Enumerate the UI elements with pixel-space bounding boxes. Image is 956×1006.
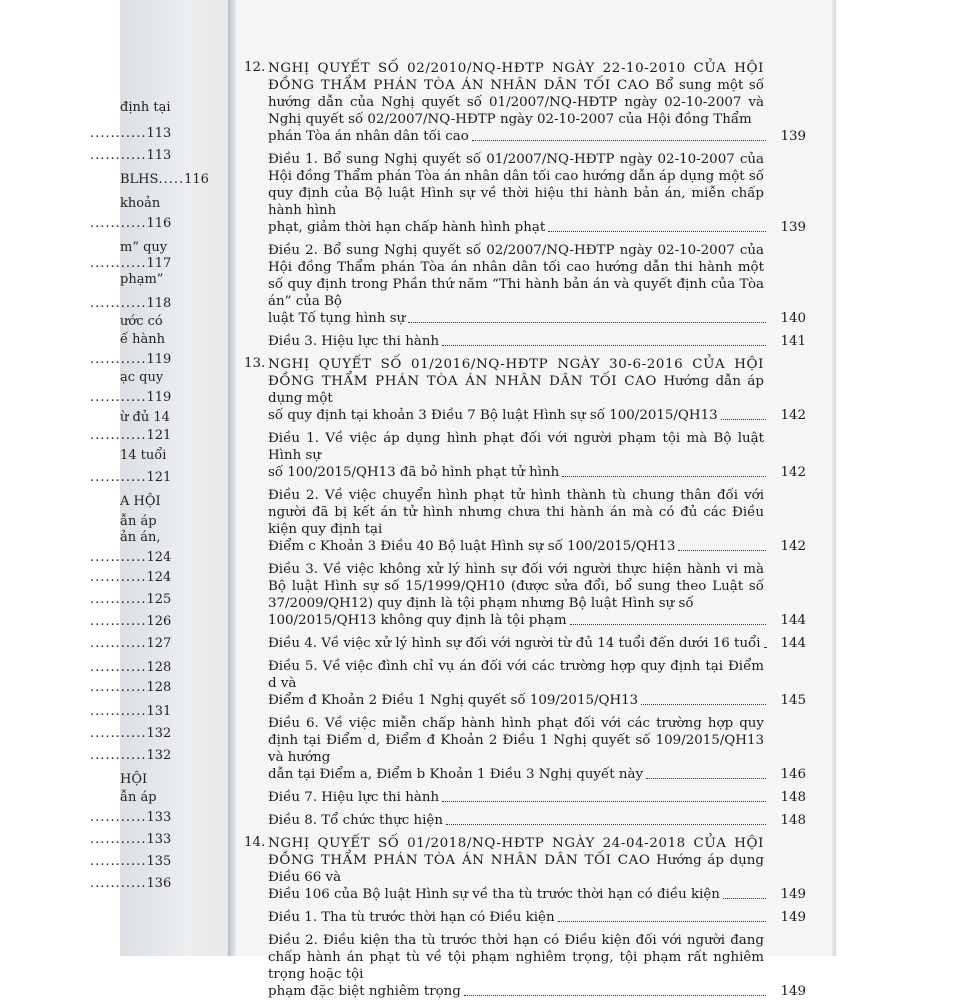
left-page-line (90, 704, 171, 720)
toc-article (268, 715, 806, 783)
left-page-number: 126 (146, 614, 172, 629)
dot-leader (446, 823, 766, 825)
dot-leader: ........... (90, 148, 147, 163)
article-line: Điều 2. Về việc chuyển hình phạt tử hình thành tù chung thân đối với người đã bị kết án tử hình nhưng chưa thi hành án mà có đủ các Điều kiện quy định tại (268, 488, 764, 537)
left-page-number: 133 (146, 832, 172, 847)
article-leader-line (268, 464, 806, 481)
left-page-line (90, 148, 171, 164)
left-page-line-text: ẫn áp (120, 790, 157, 805)
left-page-line (90, 390, 171, 406)
dot-leader (723, 897, 766, 899)
entry-last-line: phạt, giảm thời hạn chấp hành hình phạt (268, 220, 546, 235)
left-page-number: 132 (146, 748, 172, 763)
left-page-line (90, 832, 171, 848)
page-number: 140 (780, 311, 806, 326)
left-page-number: 113 (146, 148, 172, 163)
left-page-number: 121 (146, 470, 172, 485)
toc-entry (244, 356, 806, 424)
article-text (268, 487, 764, 538)
entry-heading (268, 60, 764, 128)
dot-leader: ........... (90, 748, 147, 763)
dot-leader: ........... (90, 256, 147, 271)
dot-leader: ........... (90, 470, 147, 485)
article-leader-line (268, 766, 806, 783)
left-page-line-text: định tại (120, 100, 171, 115)
left-page-line-text: ước có (120, 314, 163, 329)
article-text (268, 932, 764, 983)
article-line: Điều 1. Về việc áp dụng hình phạt đối với người phạm tội mà Bộ luật Hình sự (268, 431, 764, 463)
article-text (268, 561, 764, 612)
dot-leader (472, 139, 766, 141)
dot-leader (721, 418, 766, 420)
left-page-line-text: ạc quy (120, 370, 164, 385)
left-page-line (120, 790, 157, 806)
entry-heading (268, 835, 764, 886)
page-number: 141 (780, 334, 806, 349)
article-leader-line (268, 983, 806, 1000)
dot-leader: ........... (90, 854, 147, 869)
toc-entry (244, 60, 806, 145)
entry-last-line: Điều 1. Tha tù trước thời hạn có Điều kiện (268, 910, 555, 925)
article-leader-line (268, 789, 806, 806)
dot-leader: ........... (90, 550, 147, 565)
toc-article (268, 487, 806, 555)
dot-leader: ........... (90, 726, 147, 741)
dot-leader: ........... (90, 216, 147, 231)
left-page-line-text: BLHS (120, 172, 159, 187)
dot-leader: ........... (90, 810, 147, 825)
left-page-line (120, 410, 170, 426)
left-page-line (90, 854, 171, 870)
toc-article (268, 242, 806, 327)
left-page-line (90, 810, 171, 826)
article-text (268, 151, 764, 219)
left-page-line-text: ế hành (120, 332, 165, 347)
page-number: 142 (780, 465, 806, 480)
dot-leader: ........... (90, 390, 147, 405)
entry-last-line: số quy định tại khoản 3 Điều 7 Bộ luật Hình sự số 100/2015/QH13 (268, 408, 718, 423)
left-page-line-text: A HỘI (120, 494, 161, 509)
entry-description: Hướng áp dụng Điều 66 và (268, 853, 764, 885)
dot-leader (558, 920, 766, 922)
dot-leader (764, 646, 766, 648)
toc-entry (244, 835, 806, 903)
left-page-line-text: m” quy (120, 240, 168, 255)
entry-last-line: Điều 7. Hiệu lực thi hành (268, 790, 440, 805)
left-page-line (90, 726, 171, 742)
entry-number: 12. (244, 60, 266, 75)
dot-leader (678, 549, 766, 551)
entry-title: NGHỊ QUYẾT SỐ 01/2016/NQ-HĐTP NGÀY 30-6-2016 CỦA HỘI ĐỒNG THẨM PHÁN TÒA ÁN NHÂN DÂN TỐI CAO (268, 357, 764, 389)
dot-leader (442, 344, 766, 346)
article-leader-line (268, 538, 806, 555)
page-number: 145 (780, 693, 806, 708)
left-page-number: 113 (146, 126, 172, 141)
toc-article (268, 333, 806, 350)
article-line: Điều 1. Bổ sung Nghị quyết số 01/2007/NQ-HĐTP ngày 02-10-2007 của Hội đồng Thẩm phán Tòa án nhân dân tối cao hướng dẫn áp dụng một số quy định của Bộ luật Hình sự về thời hiệu thi hành bản án, miễn chấp hành hình (268, 152, 764, 218)
left-page (90, 0, 232, 956)
left-page-number: 124 (146, 550, 172, 565)
left-page-line (90, 592, 171, 608)
left-page-line (120, 332, 165, 348)
dot-leader: ........... (90, 832, 147, 847)
dot-leader (570, 623, 766, 625)
article-leader-line (268, 612, 806, 629)
table-of-contents (236, 60, 806, 1006)
dot-leader (464, 994, 766, 996)
left-page-number: 119 (146, 390, 172, 405)
left-page-line (90, 352, 171, 368)
article-leader-line (268, 909, 806, 926)
left-page-number: 132 (146, 726, 172, 741)
dot-leader: ........... (90, 570, 147, 585)
entry-description: Bổ sung một số hướng dẫn của Nghị quyết số 01/2007/NQ-HĐTP ngày 02-10-2007 và Nghị quyết số 02/2007/NQ-HĐTP ngày 02-10-2007 của Hội đồng Thẩm (268, 78, 764, 127)
left-page-line (90, 570, 171, 586)
left-page-line-text: ẫn áp (120, 514, 157, 529)
left-page-number: 116 (146, 216, 172, 231)
entry-title: NGHỊ QUYẾT SỐ 01/2018/NQ-HĐTP NGÀY 24-04-2018 CỦA HỘI ĐỒNG THẨM PHÁN TÒA ÁN NHÂN DÂN TỐI CAO (268, 836, 764, 868)
page-number: 139 (780, 129, 806, 144)
left-page-number: 117 (146, 256, 172, 271)
left-page-line (90, 296, 171, 312)
left-page-line-text: ừ đủ 14 (120, 410, 170, 425)
left-page-line (120, 100, 171, 116)
left-page-number: 128 (146, 660, 172, 675)
entry-last-line: 100/2015/QH13 không quy định là tội phạm (268, 613, 567, 628)
dot-leader (442, 800, 766, 802)
dot-leader: ..... (158, 172, 185, 187)
left-page-number: 121 (146, 428, 172, 443)
entry-last-line: số 100/2015/QH13 đã bỏ hình phạt tử hình (268, 465, 560, 480)
entry-heading (268, 356, 764, 407)
entry-last-line: dẫn tại Điểm a, Điểm b Khoản 1 Điều 3 Nghị quyết này (268, 767, 644, 782)
dot-leader: ........... (90, 876, 147, 891)
toc-article (268, 812, 806, 829)
entry-last-line: phán Tòa án nhân dân tối cao (268, 129, 469, 144)
left-page-line-text: phạm” (120, 272, 164, 287)
toc-article (268, 635, 806, 652)
dot-leader (562, 475, 766, 477)
left-page-number: 116 (184, 172, 209, 187)
article-leader-line (268, 333, 806, 350)
page-number: 142 (780, 408, 806, 423)
left-page-line (90, 470, 171, 486)
left-page-number: 135 (146, 854, 172, 869)
left-page-line (90, 680, 171, 696)
article-text (268, 242, 764, 310)
page-number: 139 (780, 220, 806, 235)
left-page-number: 133 (146, 810, 172, 825)
toc-article (268, 151, 806, 236)
article-line: Điều 2. Bổ sung Nghị quyết số 02/2007/NQ-HĐTP ngày 02-10-2007 của Hội đồng Thẩm phán Tòa án nhân dân tối cao hướng dẫn thi hành một số quy định trong Phần thứ năm “Thi hành bản án và quyết định của Tòa án” của Bộ (268, 243, 764, 309)
left-page-line (90, 256, 171, 272)
article-leader-line (268, 219, 806, 236)
article-leader-line (268, 310, 806, 327)
entry-leader-line (268, 886, 806, 903)
toc-article (268, 932, 806, 1000)
article-line: Điều 5. Về việc đình chỉ vụ án đối với các trường hợp quy định tại Điểm d và (268, 659, 764, 691)
entry-last-line: Điểm c Khoản 3 Điều 40 Bộ luật Hình sự số 100/2015/QH13 (268, 539, 676, 554)
entry-last-line: luật Tố tụng hình sự (268, 311, 406, 326)
left-page-line (90, 748, 171, 764)
page-number: 149 (780, 910, 806, 925)
left-page-line (120, 530, 161, 546)
toc-article (268, 909, 806, 926)
left-page-number: 119 (146, 352, 172, 367)
article-leader-line (268, 692, 806, 709)
page-number: 142 (780, 539, 806, 554)
left-page-line (90, 614, 171, 630)
left-page-number: 118 (146, 296, 172, 311)
page-number: 144 (780, 613, 806, 628)
left-page-number: 125 (146, 592, 172, 607)
left-page-line (120, 196, 160, 212)
left-page-number: 124 (146, 570, 172, 585)
left-page-line-text: 14 tuổi (120, 448, 167, 463)
dot-leader: ........... (90, 680, 147, 695)
dot-leader (548, 230, 766, 232)
left-page-line-text: khoản (120, 196, 161, 211)
left-page-line (120, 514, 157, 530)
left-page-line (90, 636, 171, 652)
left-page-line (120, 172, 209, 188)
article-text (268, 430, 764, 464)
toc-article (268, 789, 806, 806)
left-page-line (90, 216, 171, 232)
entry-last-line: Điều 8. Tổ chức thực hiện (268, 813, 443, 828)
article-leader-line (268, 635, 806, 652)
dot-leader: ........... (90, 126, 147, 141)
left-page-line (90, 126, 171, 142)
dot-leader: ........... (90, 660, 147, 675)
left-page-line (90, 428, 171, 444)
background (836, 0, 956, 956)
entry-title: NGHỊ QUYẾT SỐ 02/2010/NQ-HĐTP NGÀY 22-10-2010 CỦA HỘI ĐỒNG THẨM PHÁN TÒA ÁN NHÂN DÂN TỐI CAO (268, 61, 764, 93)
entry-leader-line (268, 407, 806, 424)
entry-number: 13. (244, 356, 266, 371)
entry-last-line: phạm đặc biệt nghiêm trọng (268, 984, 461, 999)
dot-leader: ........... (90, 704, 147, 719)
page-number: 148 (780, 790, 806, 805)
toc-article (268, 658, 806, 709)
entry-last-line: Điểm đ Khoản 2 Điều 1 Nghị quyết số 109/2015/QH13 (268, 693, 639, 708)
article-text (268, 715, 764, 766)
toc-article (268, 430, 806, 481)
dot-leader: ........... (90, 296, 147, 311)
left-page-line (120, 772, 147, 788)
page-number: 146 (780, 767, 806, 782)
left-page-line (120, 272, 163, 288)
page-number: 149 (780, 887, 806, 902)
left-page-line-text: HỘI (120, 772, 148, 787)
left-page-line (120, 448, 166, 464)
entry-last-line: Điều 3. Hiệu lực thi hành (268, 334, 440, 349)
page-number: 148 (780, 813, 806, 828)
left-page-line (120, 240, 167, 256)
page-number: 149 (780, 984, 806, 999)
dot-leader: ........... (90, 428, 147, 443)
left-page-number: 136 (146, 876, 172, 891)
page-number: 144 (780, 636, 806, 651)
left-page-line (120, 370, 163, 386)
entry-last-line: Điều 4. Về việc xử lý hình sự đối với người từ đủ 14 tuổi đến dưới 16 tuổi (268, 636, 761, 651)
article-line: Điều 6. Về việc miễn chấp hành hình phạt đối với các trường hợp quy định tại Điểm d, Điểm đ Khoản 2 Điều 1 Nghị quyết số 109/2015/QH13 và hướng (268, 716, 764, 765)
entry-number: 14. (244, 835, 266, 850)
dot-leader (641, 703, 766, 705)
entry-leader-line (268, 128, 806, 145)
entry-description: Hướng dẫn áp dụng một (268, 374, 764, 406)
dot-leader: ........... (90, 352, 147, 367)
toc-article (268, 561, 806, 629)
left-page-line-text: ản án, (120, 530, 161, 545)
left-page-line (120, 314, 163, 330)
article-leader-line (268, 812, 806, 829)
right-page (236, 0, 836, 999)
left-page-line (90, 660, 171, 676)
dot-leader: ........... (90, 614, 147, 629)
left-page-number: 128 (146, 680, 172, 695)
left-page-line (90, 550, 171, 566)
dot-leader: ........... (90, 592, 147, 607)
article-line: Điều 2. Điều kiện tha tù trước thời hạn có Điều kiện đối với người đang chấp hành án phạt tù về tội phạm nghiêm trọng, tội phạm rất nghiêm trọng hoặc tội (268, 933, 764, 982)
dot-leader (646, 777, 766, 779)
article-text (268, 658, 764, 692)
left-page-number: 127 (146, 636, 172, 651)
entry-last-line: Điều 106 của Bộ luật Hình sự về tha tù trước thời hạn có điều kiện (268, 887, 720, 902)
dot-leader: ........... (90, 636, 147, 651)
left-page-line (120, 494, 161, 510)
article-line: Điều 3. Về việc không xử lý hình sự đối với người thực hiện hành vi mà Bộ luật Hình sự số 15/1999/QH10 (được sửa đổi, bổ sung theo Luật số 37/2009/QH12) quy định là tội phạm nhưng Bộ luật Hình sự số (268, 562, 764, 611)
dot-leader (408, 321, 766, 323)
left-page-number: 131 (146, 704, 172, 719)
left-page-line (90, 876, 171, 892)
